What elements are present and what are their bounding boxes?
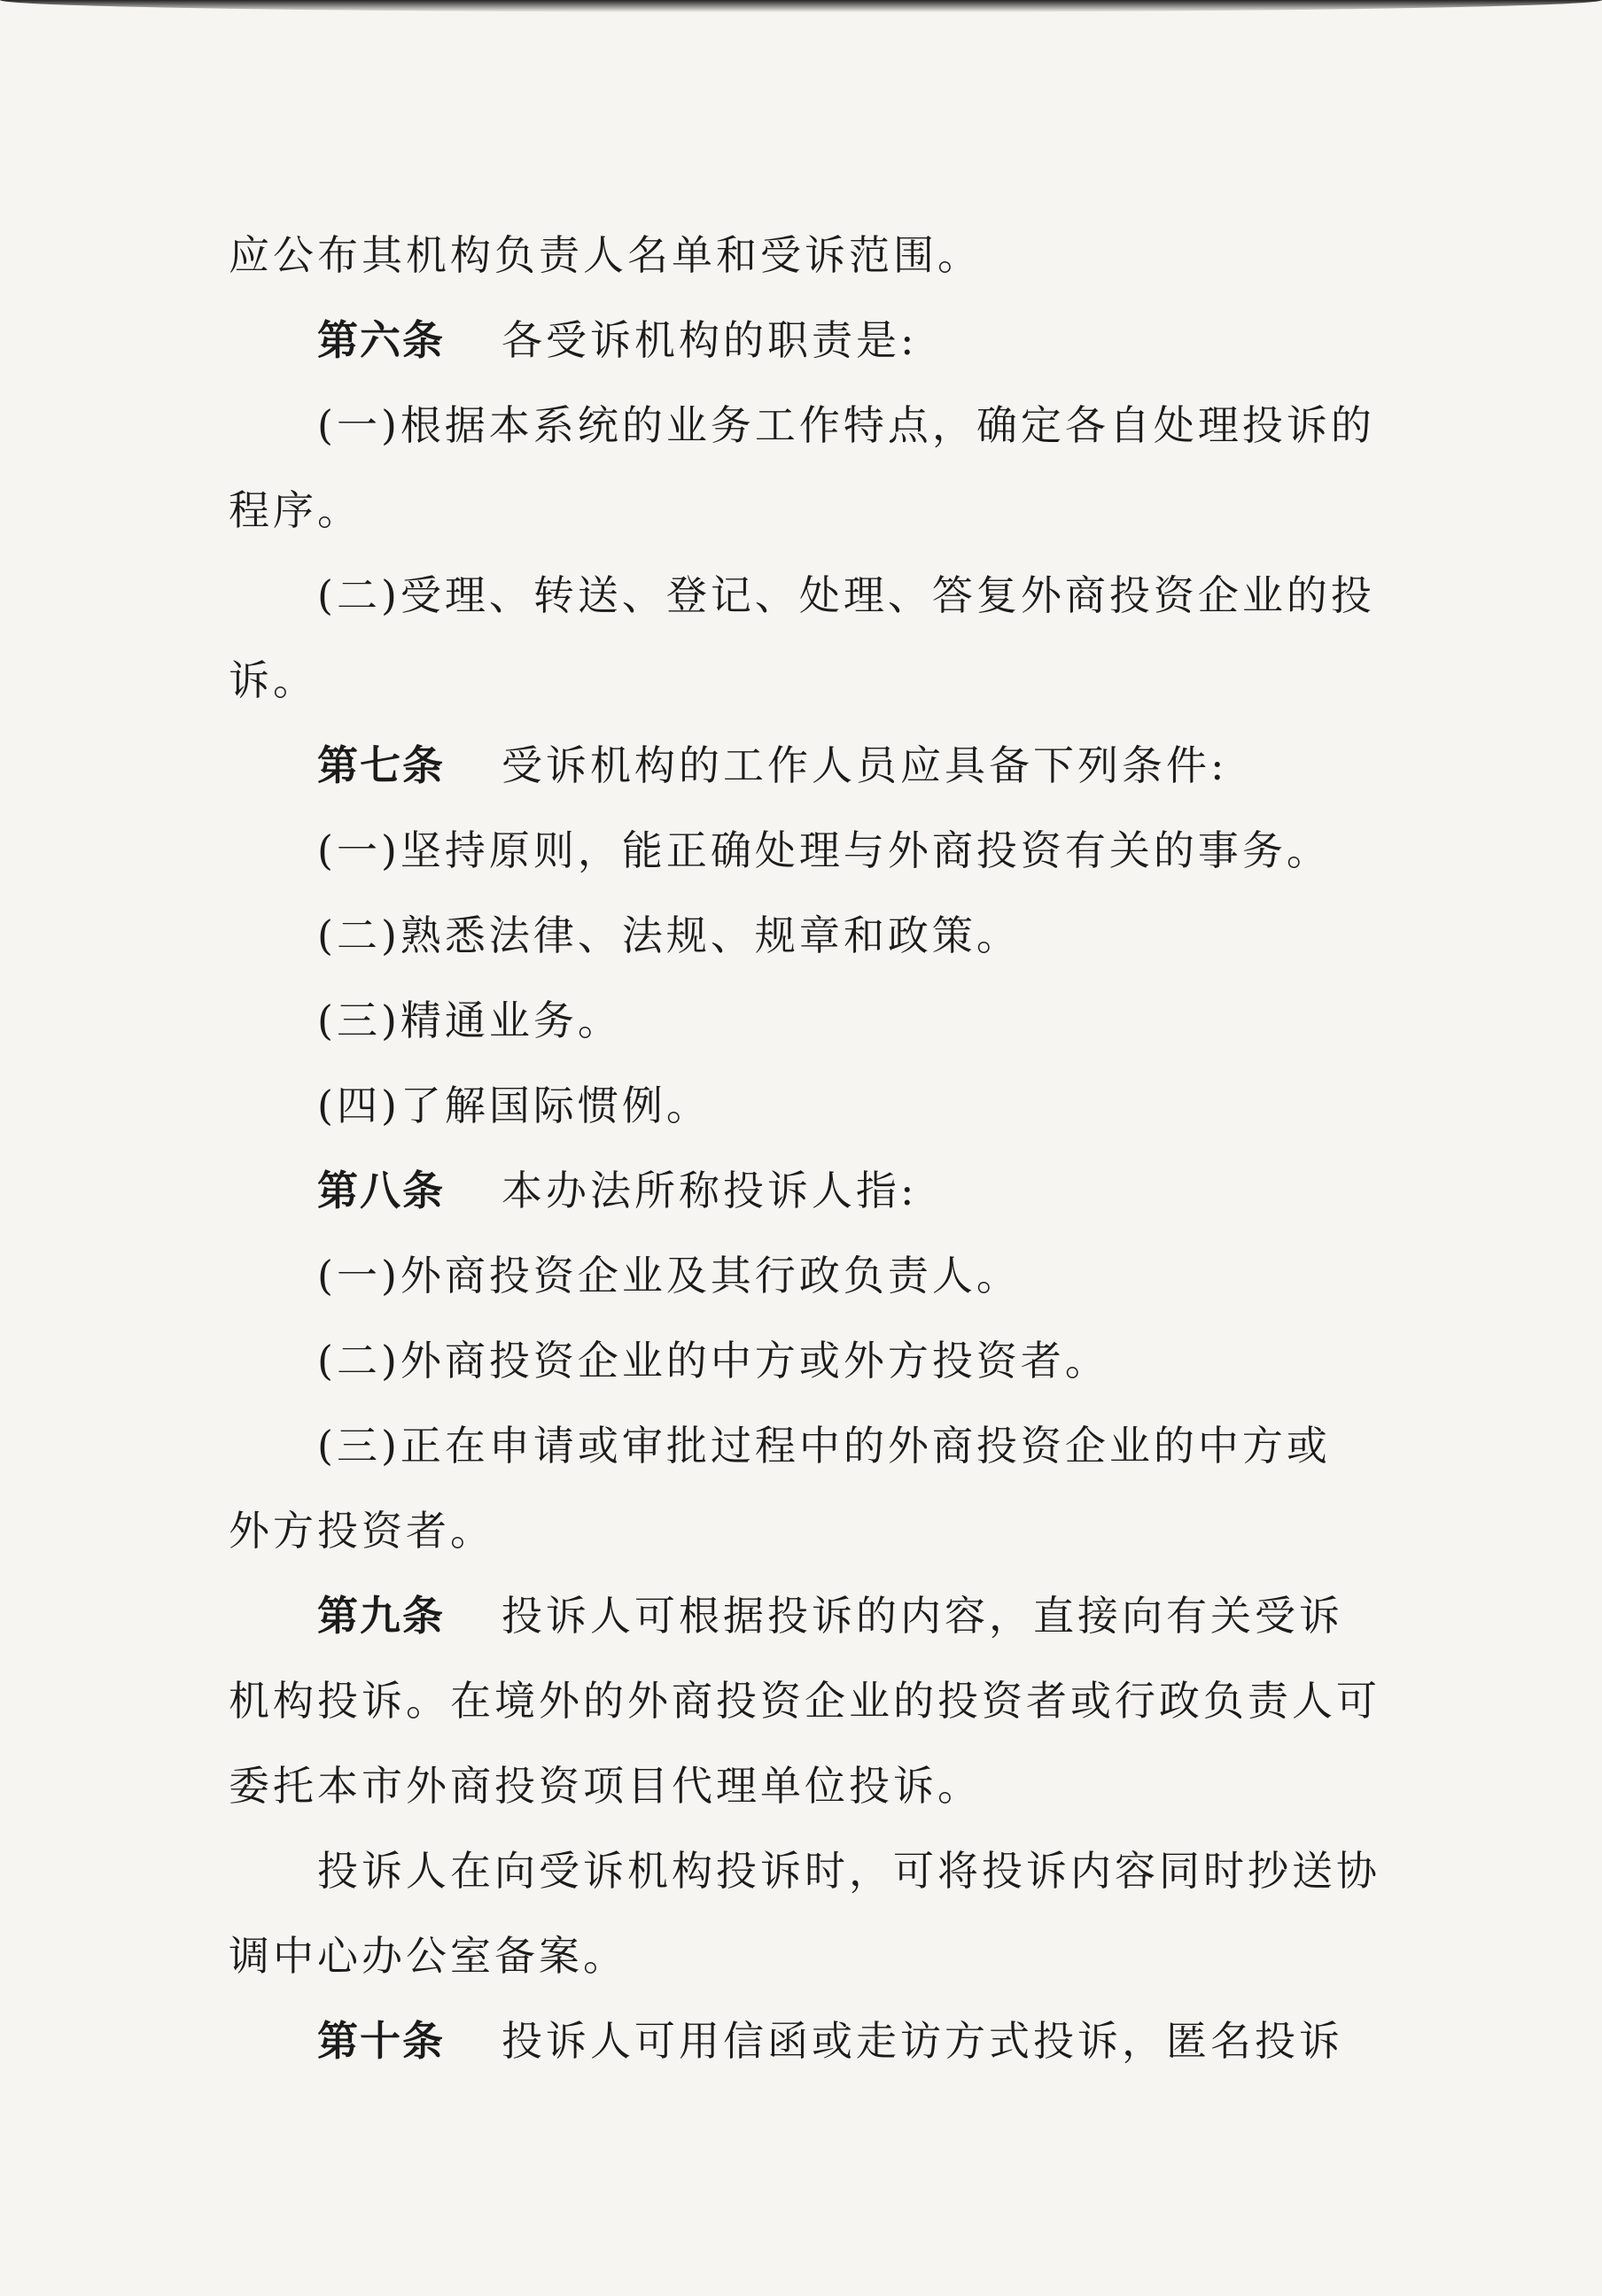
text-line-9 [229,893,1380,978]
article-9-heading-line [229,1573,1380,1658]
line-text: 受诉机构的工作人员应具备下列条件: [502,741,1228,789]
line-text: 外方投资者。 [229,1507,494,1555]
line-text: 诉。 [229,656,317,704]
article-number: 第十条 [317,2017,445,2065]
line-text: (三)正在申请或审批过程中的外商投资企业的中方或 [317,1422,1331,1470]
line-text: 调中心办公室备案。 [229,1932,627,1980]
line-text: (二)熟悉法律、法规、规章和政策。 [317,911,1021,959]
text-line-14 [229,1318,1380,1403]
line-text: (一)外商投资企业及其行政负责人。 [317,1252,1021,1299]
text-line-15 [229,1403,1380,1488]
article-number: 第七条 [317,741,445,789]
line-text: (三)精通业务。 [317,997,622,1044]
line-text: 投诉人可根据投诉的内容，直接向有关受诉 [502,1592,1343,1640]
text-line-1 [229,213,1380,298]
line-text: 投诉人在向受诉机构投诉时，可将投诉内容同时抄送协 [317,1847,1380,1895]
document-page [229,213,1380,2083]
line-text: 各受诉机构的职责是: [502,316,918,364]
line-text: (四)了解国际惯例。 [317,1082,711,1129]
article-number: 第六条 [317,316,445,364]
text-line-8 [229,808,1380,893]
line-text: 应公布其机构负责人名单和受诉范围。 [229,231,982,279]
text-line-13 [229,1233,1380,1318]
text-line-6 [229,638,1380,723]
text-line-21 [229,1913,1380,1998]
text-line-10 [229,978,1380,1063]
article-7-heading-line [229,723,1380,808]
line-text: 委托本市外商投资项目代理单位投诉。 [229,1762,982,1810]
text-line-3 [229,383,1380,468]
line-text: 本办法所称投诉人指: [502,1167,918,1214]
article-10-heading-line [229,1998,1380,2083]
line-text: 程序。 [229,486,362,534]
text-line-16 [229,1488,1380,1573]
text-line-4 [229,468,1380,553]
line-text: (二)外商投资企业的中方或外方投资者。 [317,1337,1109,1385]
line-text: (一)根据本系统的业务工作特点，确定各自处理投诉的 [317,401,1375,449]
article-8-heading-line [229,1148,1380,1233]
article-number: 第九条 [317,1592,445,1640]
text-line-18 [229,1658,1380,1743]
article-6-heading-line [229,298,1380,383]
line-text: (二)受理、转送、登记、处理、答复外商投资企业的投 [317,571,1375,619]
line-text: 机构投诉。在境外的外商投资企业的投资者或行政负责人可 [229,1677,1380,1725]
line-text: 投诉人可用信函或走访方式投诉，匿名投诉 [502,2017,1343,2065]
article-number: 第八条 [317,1167,445,1214]
scan-top-shadow [0,0,1602,12]
text-line-19 [229,1743,1380,1828]
line-text: (一)坚持原则，能正确处理与外商投资有关的事务。 [317,826,1331,874]
text-line-11 [229,1063,1380,1148]
text-line-5 [229,553,1380,638]
text-line-20 [229,1828,1380,1913]
